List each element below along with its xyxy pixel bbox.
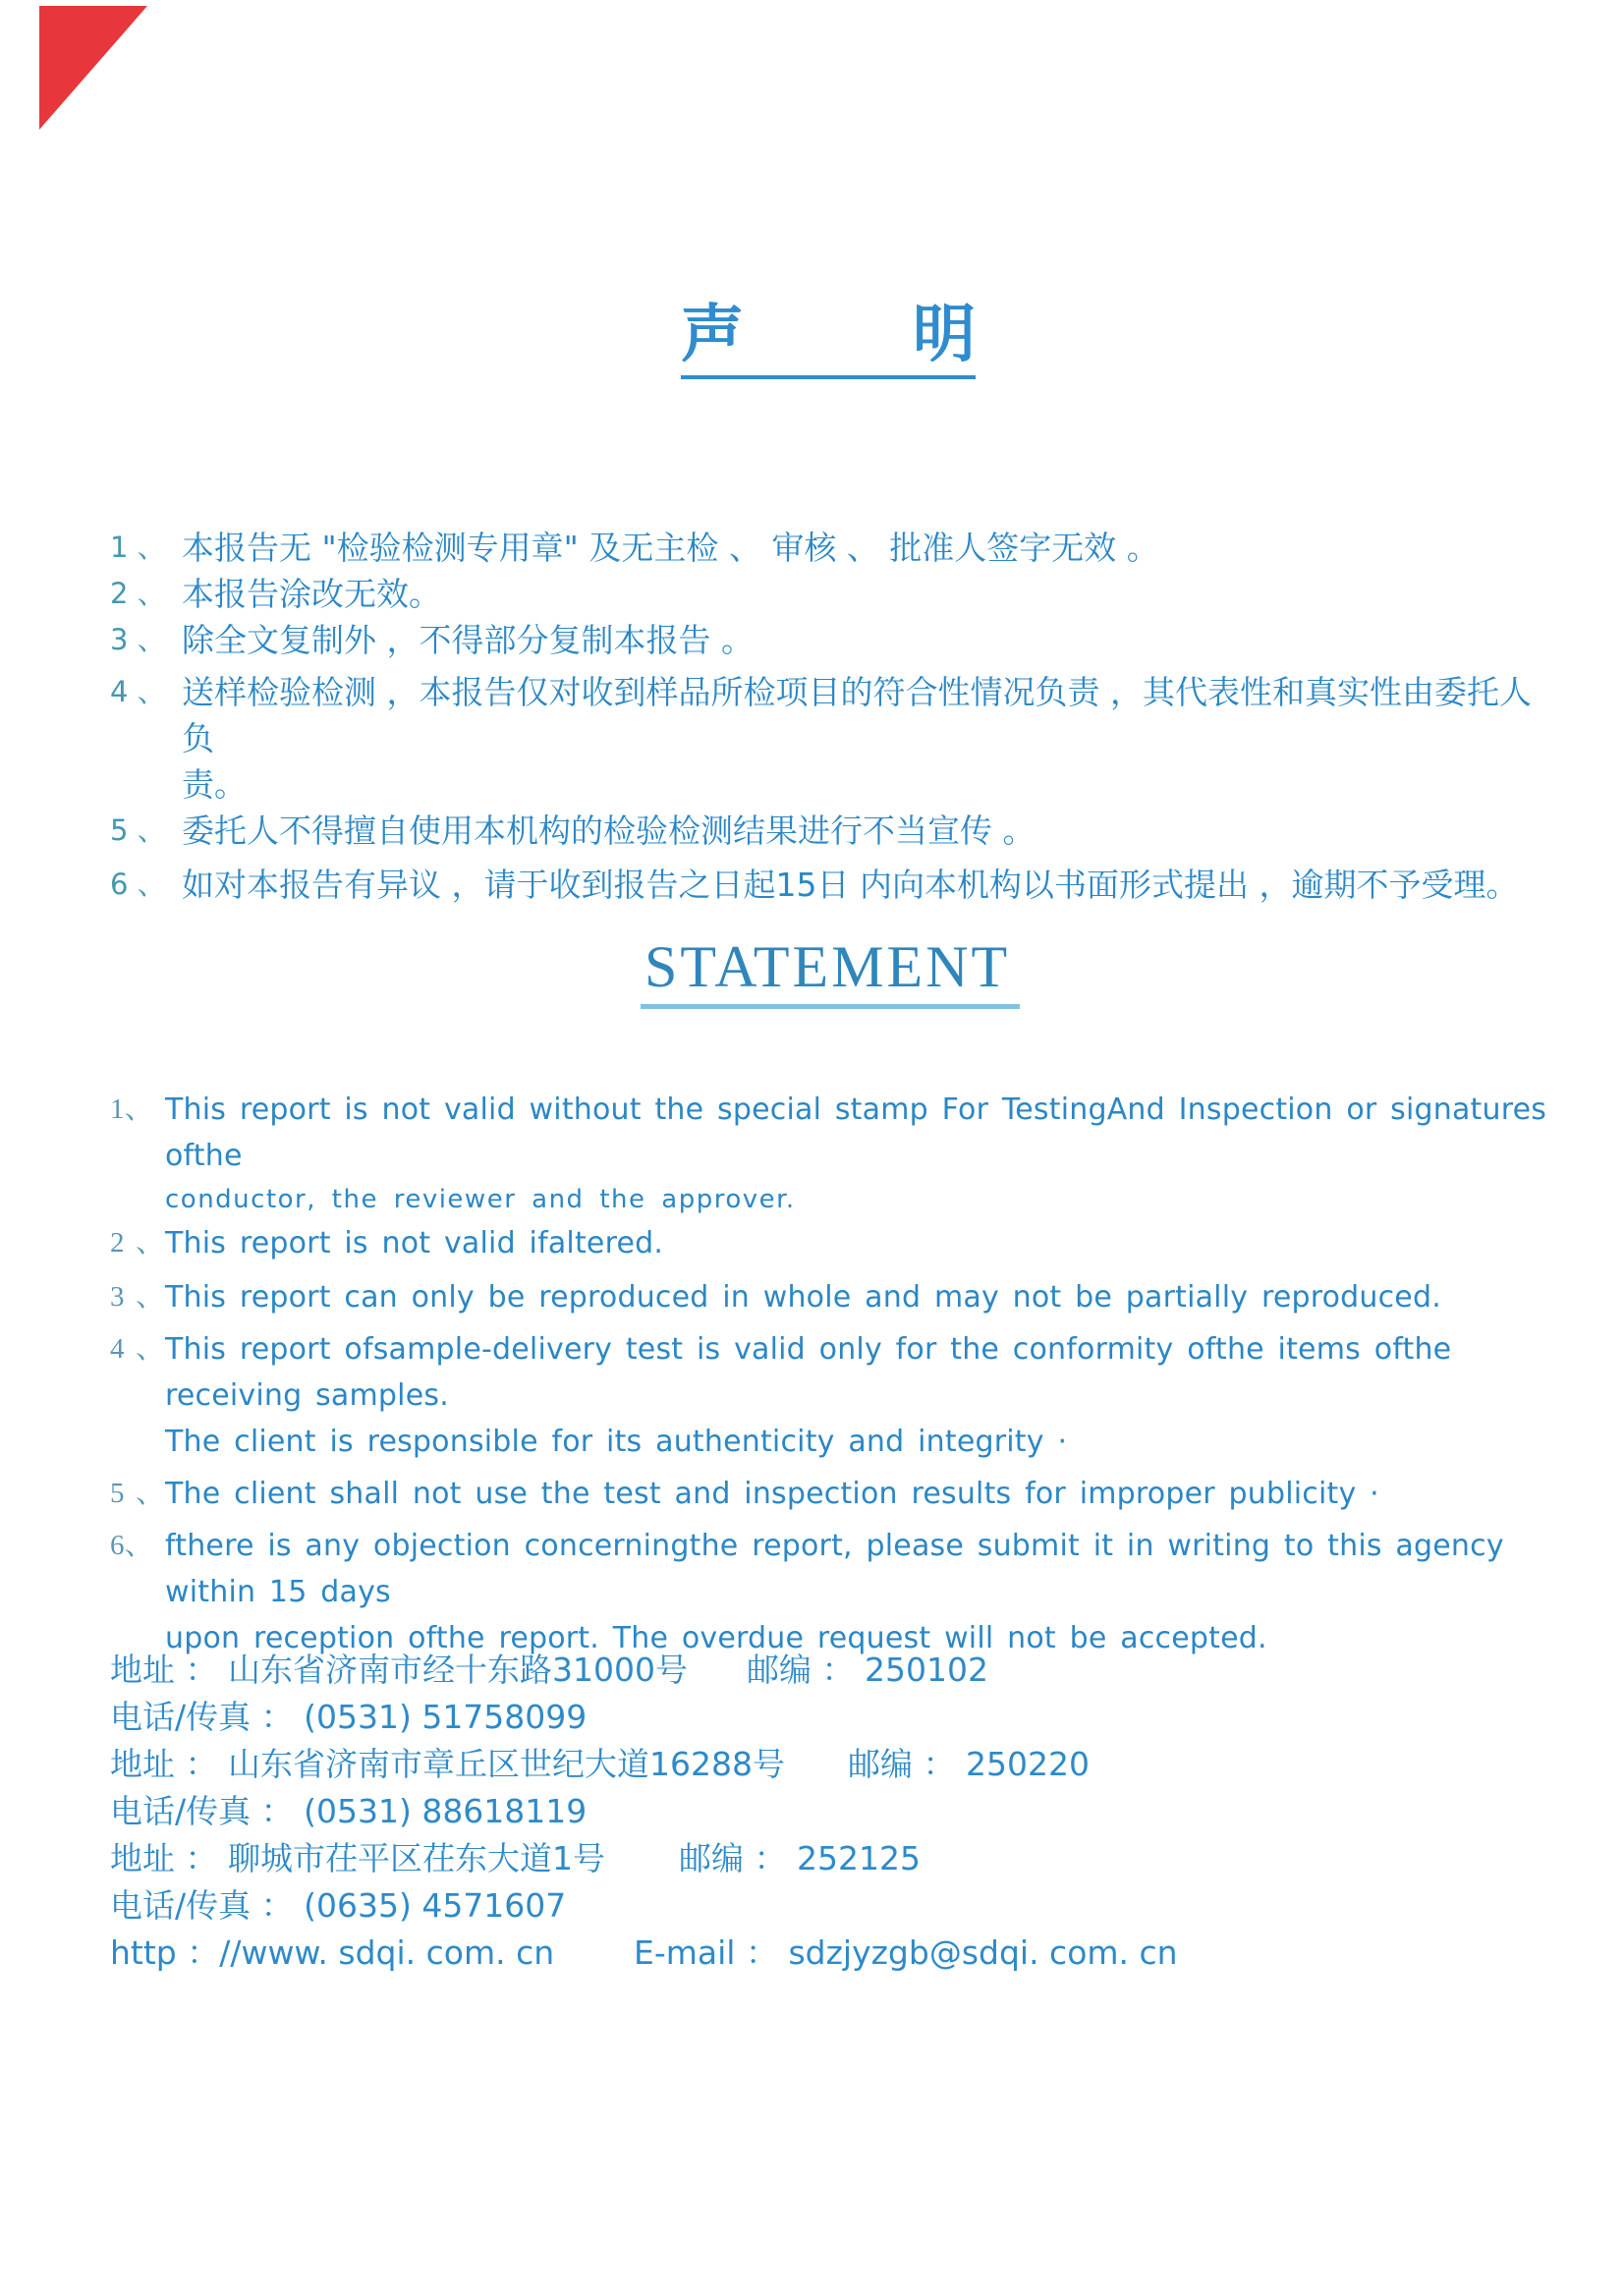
contact-address: 地址 ： 聊城市茌平区茌东大道1号 [110,1839,605,1877]
contact-address: 地址 ： 山东省济南市经十东路31000号 [110,1651,688,1689]
statement-cn-item [110,571,1544,617]
statement-en-item [110,1471,1554,1517]
statement-cn-item [110,808,1544,854]
item-text: 送样检验检测 ，本报告仅对收到样品所检项目的符合性情况负责 ，其代表性和真实性由委托人负 [182,673,1532,757]
item-number: 3 、 [110,623,166,656]
item-text: 如对本报告有异议 ，请于收到报告之日起15日 内向本机构以书面形式提出 ，逾期不予受理。 [182,866,1519,904]
item-number: 4 、 [110,675,166,708]
item-text: conductor, the reviewer and the approver. [165,1185,796,1214]
item-text: This report ofsample-delivery test is valid only for the conformity ofthe items ofthe receiving samples. [165,1332,1452,1413]
item-number: 6 、 [110,868,166,901]
item-text: 责。 [182,765,247,804]
contact-row-address-2 [110,1741,1289,1788]
contact-website: http ：//www. sdqi. com. cn [110,1933,555,1972]
contact-phone: 电话/传真 ： (0531) 88618119 [110,1792,588,1830]
item-number: 3 、 [110,1281,165,1313]
item-text: This report is not valid without the special stamp For TestingAnd Inspection or signatures ofthe [165,1092,1547,1173]
statement-en-item [110,1326,1554,1465]
contact-section [110,1647,1289,1977]
item-text: 除全文复制外 ，不得部分复制本报告 。 [182,621,754,659]
statement-cn-item [110,525,1544,571]
page-title-en: STATEMENT [641,935,1020,1009]
contact-row-web [110,1930,1289,1977]
contact-phone: 电话/传真 ： (0531) 51758099 [110,1698,588,1736]
item-number: 1 、 [110,531,166,564]
item-text: This report can only be reproduced in whole and may not be partially reproduced. [165,1280,1441,1315]
contact-phone: 电话/传真 ： (0635) 4571607 [110,1886,567,1925]
item-number: 2 、 [110,577,166,610]
contact-address: 地址 ： 山东省济南市章丘区世纪大道16288号 [110,1745,785,1783]
page-title-cn [681,301,976,379]
item-text: This report is not valid ifaltered. [165,1226,664,1260]
contact-row-address-1 [110,1647,1289,1694]
contact-row-phone-1 [110,1694,1289,1741]
item-number: 5 、 [110,1478,165,1509]
item-text: 本报告涂改无效。 [182,575,441,613]
contact-row-phone-3 [110,1882,1289,1930]
statement-en-item [110,1087,1554,1220]
statement-en-list [110,1087,1554,1661]
page-title-cn-char-left: 声 [681,299,744,371]
statement-cn-list [110,525,1544,908]
item-number: 4 、 [110,1333,165,1365]
contact-postcode: 邮编 ： 252125 [679,1839,921,1877]
item-text: upon reception ofthe report. The overdue request will not be accepted. [165,1621,1267,1655]
contact-row-address-3 [110,1835,1289,1882]
statement-en-item [110,1523,1554,1661]
item-text: 委托人不得擅自使用本机构的检验检测结果进行不当宣传 。 [182,812,1036,850]
page-title-cn-char-right: 明 [913,299,976,371]
statement-cn-item [110,862,1544,908]
contact-postcode: 邮编 ： 250220 [848,1745,1090,1783]
item-number: 1、 [110,1093,153,1125]
contact-row-phone-2 [110,1788,1289,1835]
item-number: 5 、 [110,813,166,847]
item-number: 2 、 [110,1227,165,1259]
statement-cn-item [110,669,1544,808]
item-text: 本报告无 "检验检测专用章" 及无主检 、 审核 、 批准人签字无效 。 [182,529,1159,567]
red-corner-triangle [39,6,147,130]
item-text: The client shall not use the test and inspection results for improper publicity · [165,1477,1379,1511]
contact-email: E-mail ： sdzjyzgb@sdqi. com. cn [634,1933,1178,1972]
item-text: fthere is any objection concerningthe report, please submit it in writing to this agency within 15 days [165,1529,1504,1609]
item-text: The client is responsible for its authenticity and integrity · [165,1425,1068,1459]
item-number: 6、 [110,1530,153,1561]
statement-cn-item [110,617,1544,663]
statement-en-item [110,1220,1554,1266]
contact-postcode: 邮编 ： 250102 [747,1651,988,1689]
statement-en-item [110,1274,1554,1320]
